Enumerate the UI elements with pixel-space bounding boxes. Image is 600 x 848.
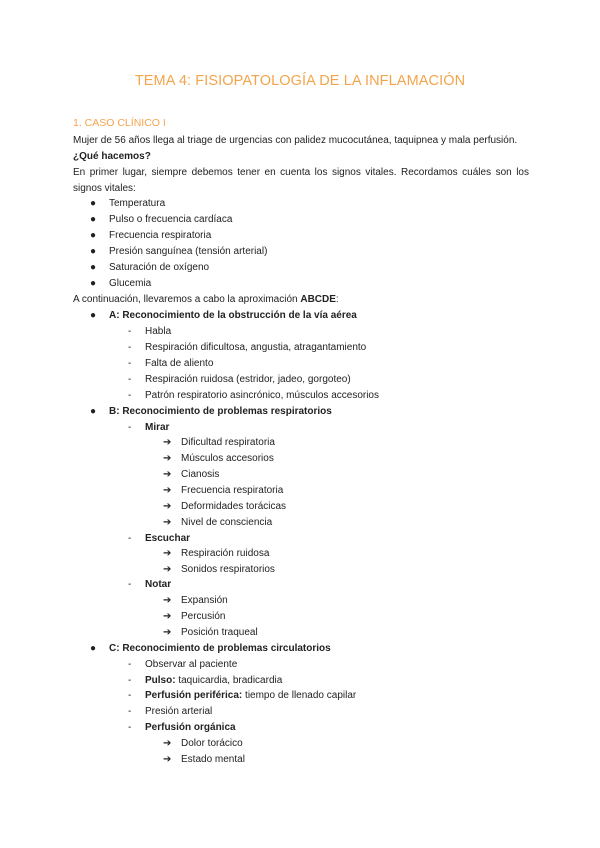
dash-icon: -: [128, 533, 132, 544]
dash-icon: -: [128, 374, 132, 385]
dash-icon: -: [128, 722, 132, 733]
list-item: Respiración ruidosa: [181, 548, 270, 559]
list-item: Deformidades torácicas: [181, 501, 287, 512]
subheading-mirar: Mirar: [145, 422, 170, 433]
bullet-icon: ●: [90, 246, 97, 257]
page-title: TEMA 4: FISIOPATOLOGÍA DE LA INFLAMACIÓN: [134, 73, 466, 89]
bullet-icon: ●: [90, 310, 97, 321]
arrow-icon: ➔: [163, 485, 172, 496]
section-c-title: C: Reconocimiento de problemas circulatorios: [109, 643, 331, 654]
bullet-icon: ●: [90, 406, 97, 417]
paragraph-line: En primer lugar, siempre debemos tener en cuenta los signos vitales. Recordamos cuáles son los: [73, 167, 529, 178]
arrow-icon: ➔: [163, 469, 172, 480]
list-item: Frecuencia respiratoria: [109, 230, 212, 241]
list-item: Observar al paciente: [145, 659, 238, 670]
intro-text: Mujer de 56 años llega al triage de urgencias con palidez mucocutánea, taquipnea y mala perfusión.: [73, 135, 518, 146]
list-item: Músculos accesorios: [181, 453, 274, 464]
list-item: Presión sanguínea (tensión arterial): [109, 246, 268, 257]
subheading-perfusion-organica: Perfusión orgánica: [145, 722, 236, 733]
list-item: Estado mental: [181, 754, 245, 765]
list-item: Glucemia: [109, 278, 152, 289]
dash-icon: -: [128, 342, 132, 353]
arrow-icon: ➔: [163, 501, 172, 512]
list-item: Saturación de oxígeno: [109, 262, 210, 273]
list-item: Sonidos respiratorios: [181, 564, 275, 575]
question-heading: ¿Qué hacemos?: [73, 151, 151, 162]
arrow-icon: ➔: [163, 754, 172, 765]
dash-icon: -: [128, 579, 132, 590]
list-item: Posición traqueal: [181, 627, 258, 638]
list-item: Temperatura: [109, 198, 166, 209]
list-item: Pulso o frecuencia cardíaca: [109, 214, 233, 225]
list-item: Pulso: taquicardia, bradicardia: [145, 675, 283, 686]
list-item: Respiración dificultosa, angustia, atragantamiento: [145, 342, 367, 353]
subheading-notar: Notar: [145, 579, 172, 590]
section-b-title: B: Reconocimiento de problemas respiratorios: [109, 406, 332, 417]
dash-icon: -: [128, 422, 132, 433]
bullet-icon: ●: [90, 643, 97, 654]
arrow-icon: ➔: [163, 453, 172, 464]
list-item: Patrón respiratorio asincrónico, músculos accesorios: [145, 390, 379, 401]
dash-icon: -: [128, 690, 132, 701]
list-item: Cianosis: [181, 469, 220, 480]
list-item: Falta de aliento: [145, 358, 214, 369]
dash-icon: -: [128, 390, 132, 401]
list-item: Expansión: [181, 595, 228, 606]
list-item: Frecuencia respiratoria: [181, 485, 284, 496]
list-item: Presión arterial: [145, 706, 213, 717]
dash-icon: -: [128, 706, 132, 717]
arrow-icon: ➔: [163, 595, 172, 606]
dash-icon: -: [128, 326, 132, 337]
dash-icon: -: [128, 675, 132, 686]
bullet-icon: ●: [90, 198, 97, 209]
section-a-title: A: Reconocimiento de la obstrucción de la vía aérea: [109, 310, 357, 321]
arrow-icon: ➔: [163, 548, 172, 559]
subheading-escuchar: Escuchar: [145, 533, 191, 544]
list-item: Dolor torácico: [181, 738, 243, 749]
list-item: Perfusión periférica: tiempo de llenado capilar: [145, 690, 357, 701]
paragraph-line: signos vitales:: [73, 183, 136, 194]
bullet-icon: ●: [90, 214, 97, 225]
arrow-icon: ➔: [163, 437, 172, 448]
arrow-icon: ➔: [163, 517, 172, 528]
section-heading: 1. CASO CLÍNICO I: [73, 117, 166, 129]
arrow-icon: ➔: [163, 564, 172, 575]
list-item: Percusión: [181, 611, 226, 622]
dash-icon: -: [128, 358, 132, 369]
list-item: Nivel de consciencia: [181, 517, 273, 528]
list-item: Respiración ruidosa (estridor, jadeo, gorgoteo): [145, 374, 351, 385]
arrow-icon: ➔: [163, 627, 172, 638]
bullet-icon: ●: [90, 278, 97, 289]
bullet-icon: ●: [90, 262, 97, 273]
list-item: Habla: [145, 326, 172, 337]
abcde-intro: A continuación, llevaremos a cabo la aproximación ABCDE:: [73, 294, 339, 305]
arrow-icon: ➔: [163, 738, 172, 749]
bullet-icon: ●: [90, 230, 97, 241]
list-item: Dificultad respiratoria: [181, 437, 275, 448]
arrow-icon: ➔: [163, 611, 172, 622]
dash-icon: -: [128, 659, 132, 670]
